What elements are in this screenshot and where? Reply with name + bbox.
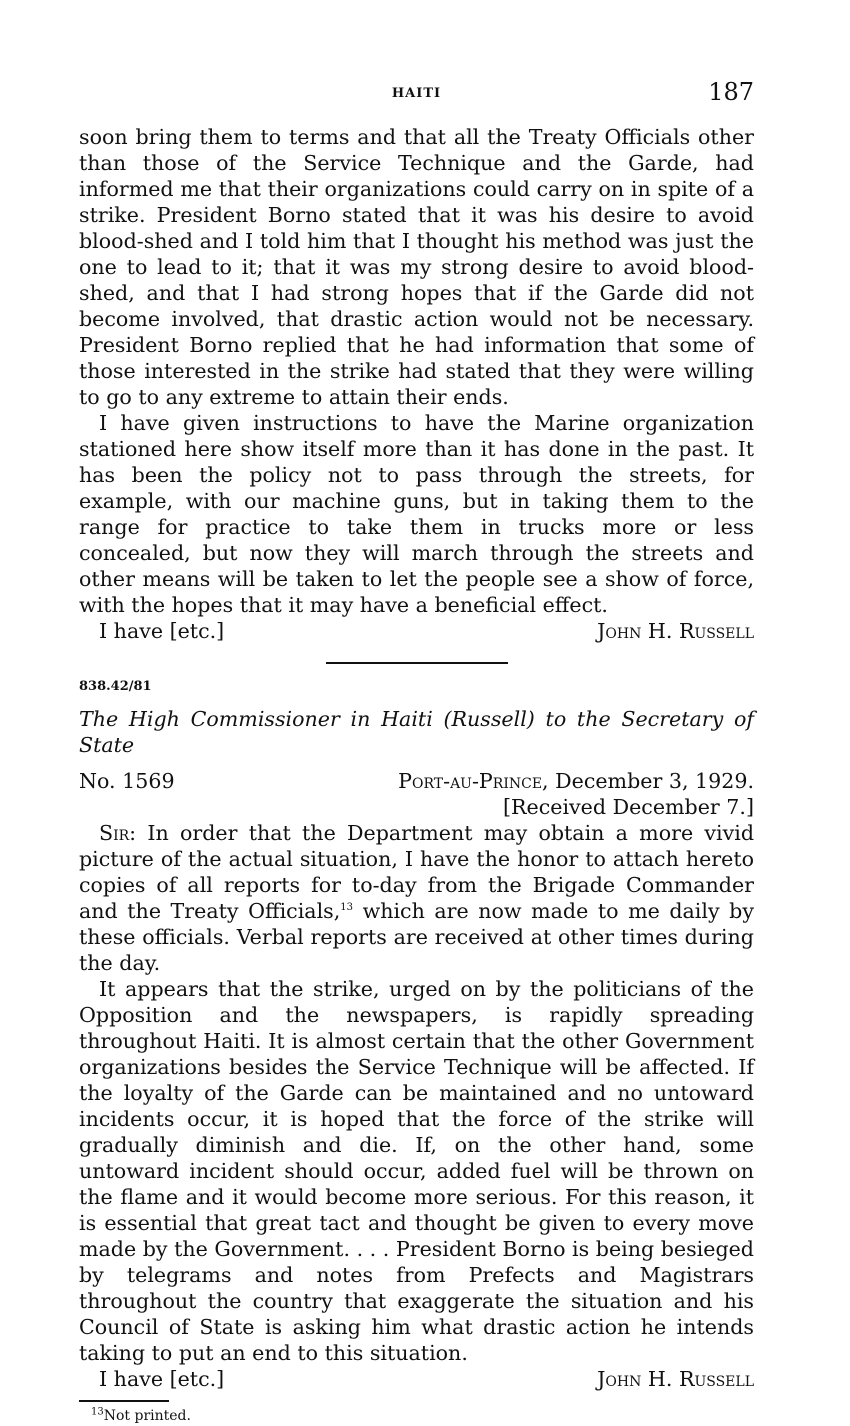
running-head: HAITI [391, 86, 442, 101]
footnote-text: Not printed. [103, 1408, 191, 1424]
document-title: The High Commissioner in Haiti (Russell) to the Secretary of State [79, 707, 754, 757]
paragraph: I have given instructions to have the Marine organization stationed here show itself more than it has done in the past. It has been the policy not to pass through the streets, for example, with our machine guns, but in taking them to the range for practice to take them in trucks more or less concealed, but now they will march through the streets and other means will be taken to let the people see a show of force, with the hopes that it may have a beneficial effect. [79, 411, 754, 617]
paragraph: It appears that the strike, urged on by the politicians of the Opposition and the newspapers, is rapidly spreading throughout Haiti. It is almost certain that the other Government organizations besides the Service Technique will be affected. If the loyalty of the Garde can be maintained and no untoward incidents occur, it is hoped that the force of the strike will gradually diminish and die. If, on the other hand, some untoward incident should occur, added fuel will be thrown on the flame and it would become more serious. For this reason, it is essential that great tact and thought be given to every move made by the Government. . . . President Borno is being besieged by telegrams and notes from Prefects and Magistrars throughout the country that exaggerate the situation and his Council of State is asking him what drastic action he intends taking to put an end to this situation. [79, 977, 754, 1365]
file-number: 838.42/81 [79, 679, 152, 694]
footnote-reference: 13 [340, 902, 354, 914]
place-date [398, 768, 754, 794]
dispatch-number: No. 1569 [79, 769, 175, 793]
page-header [79, 78, 754, 108]
salutation: Sir: [99, 821, 137, 845]
footnote [91, 1406, 754, 1426]
signoff [99, 1366, 754, 1392]
signoff [99, 618, 754, 644]
section-divider [326, 662, 508, 664]
signature: John H. Russell [597, 1367, 754, 1391]
signature: John H. Russell [597, 619, 754, 643]
page-number: 187 [708, 78, 754, 106]
received-note: [Received December 7.] [503, 795, 754, 819]
footnote-divider [79, 1400, 169, 1402]
closing: I have [etc.] [99, 1367, 225, 1391]
date: , December 3, 1929. [542, 769, 754, 793]
closing: I have [etc.] [99, 619, 225, 643]
paragraph [79, 820, 754, 976]
continued-paragraph: soon bring them to terms and that all the Treaty Officials other than those of the Service Technique and the Garde, had informed me that their organizations could carry on in spite of a strike. President Borno stated that it was his desire to avoid blood-shed and I told him that I thought his method was just the one to lead to it; that it was my strong desire to avoid blood-shed, and that I had strong hopes that if the Garde did not become involved, that drastic action would not be necessary. President Borno replied that he had information that some of those interested in the strike had stated that they were willing to go to any extreme to attain their ends. [79, 125, 754, 409]
paragraph-text: which are now made to me daily by these officials. Verbal reports are received at other times during the day. [79, 899, 754, 975]
place: Port-au-Prince [398, 769, 543, 793]
dateline [79, 768, 754, 794]
page-body [79, 124, 754, 1426]
paragraph-text: In order that the Department may obtain a more vivid picture of the actual situation, I have the honor to attach hereto copies of all reports for to-day from the Brigade Commander and the Treaty Officials, [79, 821, 754, 923]
footnote-mark: 13 [91, 1406, 104, 1418]
